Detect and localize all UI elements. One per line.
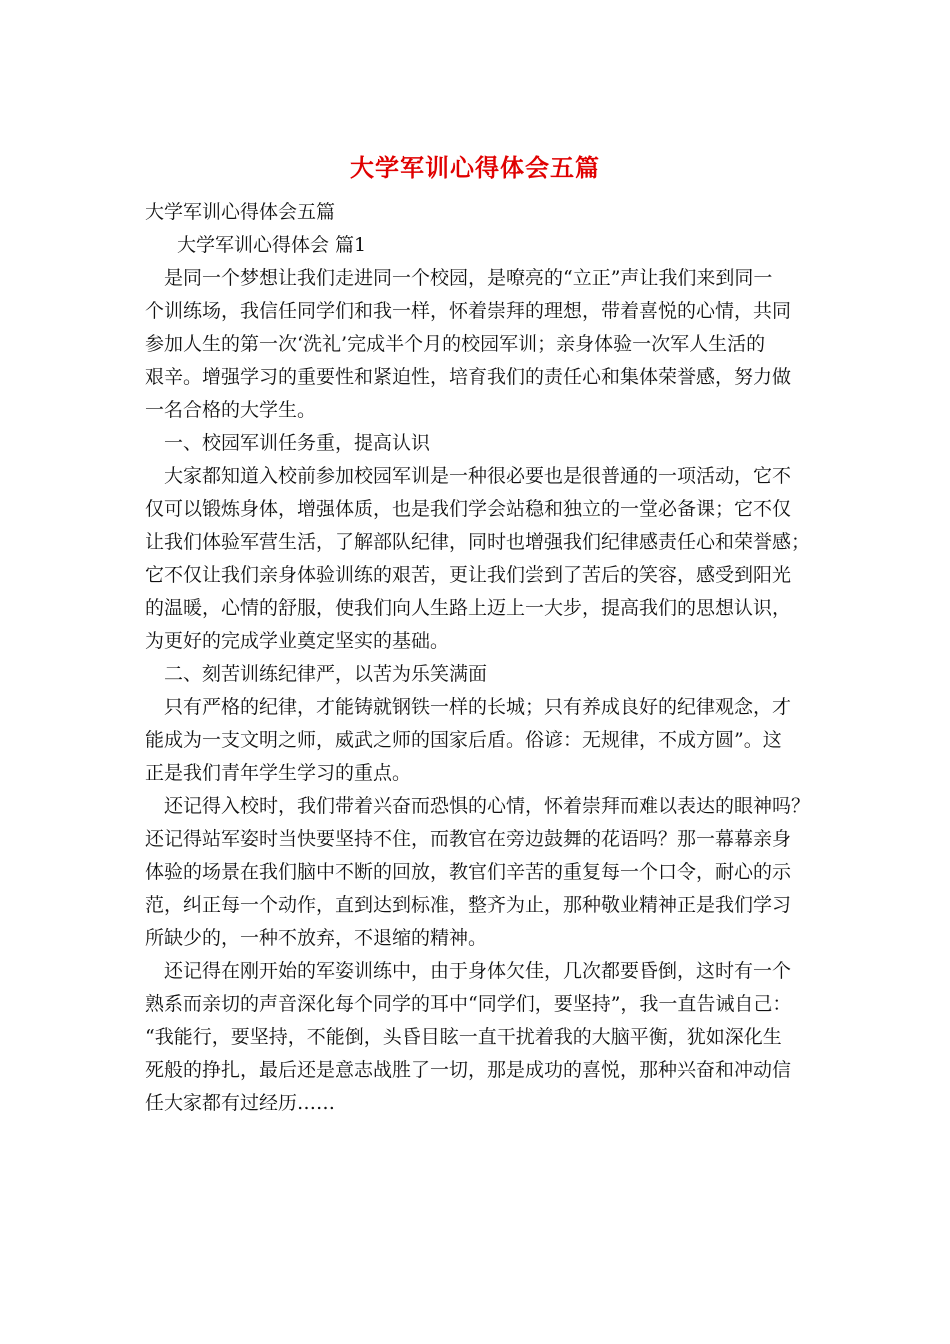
text-line: 一名合格的大学生。 xyxy=(145,399,317,421)
text-line: 所缺少的，一种不放弃，不退缩的精神。 xyxy=(145,927,488,949)
document-subtitle: 大学军训心得体会五篇 xyxy=(145,201,336,223)
text-line: 任大家都有过经历…… xyxy=(145,1092,336,1114)
text-line: 个训练场，我信任同学们和我一样，怀着崇拜的理想，带着喜悦的心情，共同 xyxy=(145,300,792,322)
text-line: 范，纠正每一个动作，直到达到标准，整齐为止，那种敬业精神正是我们学习 xyxy=(145,894,792,916)
text-line: 是同一个梦想让我们走进同一个校园，是嘹亮的“立正”声让我们来到同一 xyxy=(145,267,773,289)
document-title: 大学军训心得体会五篇 xyxy=(350,153,600,182)
text-line: 正是我们青年学生学习的重点。 xyxy=(145,762,412,784)
text-line: 为更好的完成学业奠定坚实的基础。 xyxy=(145,630,450,652)
text-line: 还记得在刚开始的军姿训练中，由于身体欠佳，几次都要昏倒，这时有一个 xyxy=(145,960,792,982)
text-line: 能成为一支文明之师，威武之师的国家后盾。俗谚：无规律，不成方圆”。这 xyxy=(145,729,782,751)
text-line: 大家都知道入校前参加校园军训是一种很必要也是很普通的一项活动，它不 xyxy=(145,465,792,487)
section-heading: 二、刻苦训练纪律严，以苦为乐笑满面 xyxy=(145,663,488,685)
document-body xyxy=(145,196,811,1120)
text-line: 它不仅让我们亲身体验训练的艰苦，更让我们尝到了苦后的笑容，感受到阳光 xyxy=(145,564,792,586)
text-line: 的温暖，心情的舒服，使我们向人生路上迈上一大步，提高我们的思想认识， xyxy=(145,597,792,619)
text-line: 体验的场景在我们脑中不断的回放，教官们辛苦的重复每一个口令，耐心的示 xyxy=(145,861,792,883)
text-line: 死般的挣扎，最后还是意志战胜了一切，那是成功的喜悦，那种兴奋和冲动信 xyxy=(145,1059,792,1081)
text-line: 仅可以锻炼身体，增强体质，也是我们学会站稳和独立的一堂必备课；它不仅 xyxy=(145,498,792,520)
text-line: 参加人生的第一次‘洗礼’完成半个月的校园军训；亲身体验一次军人生活的 xyxy=(145,333,766,355)
text-line: 只有严格的纪律，才能铸就钢铁一样的长城；只有养成良好的纪律观念，才 xyxy=(145,696,792,718)
text-line: 让我们体验军营生活，了解部队纪律，同时也增强我们纪律感责任心和荣誉感； xyxy=(145,531,811,553)
text-line: 还记得入校时，我们带着兴奋而恐惧的心情，怀着崇拜而难以表达的眼神吗？ xyxy=(145,795,811,817)
section-heading: 一、校园军训任务重，提高认识 xyxy=(145,432,431,454)
text-line: 还记得站军姿时当快要坚持不住，而教官在旁边鼓舞的花语吗？那一幕幕亲身 xyxy=(145,828,792,850)
text-line: “我能行，要坚持，不能倒，头昏目眩一直干扰着我的大脑平衡，犹如深化生 xyxy=(145,1026,782,1048)
text-line: 熟系而亲切的声音深化每个同学的耳中“同学们，要坚持”，我一直告诫自己： xyxy=(145,993,792,1015)
chapter-heading: 大学军训心得体会 篇1 xyxy=(177,234,367,256)
text-line: 艰辛。增强学习的重要性和紧迫性，培育我们的责任心和集体荣誉感，努力做 xyxy=(145,366,792,388)
